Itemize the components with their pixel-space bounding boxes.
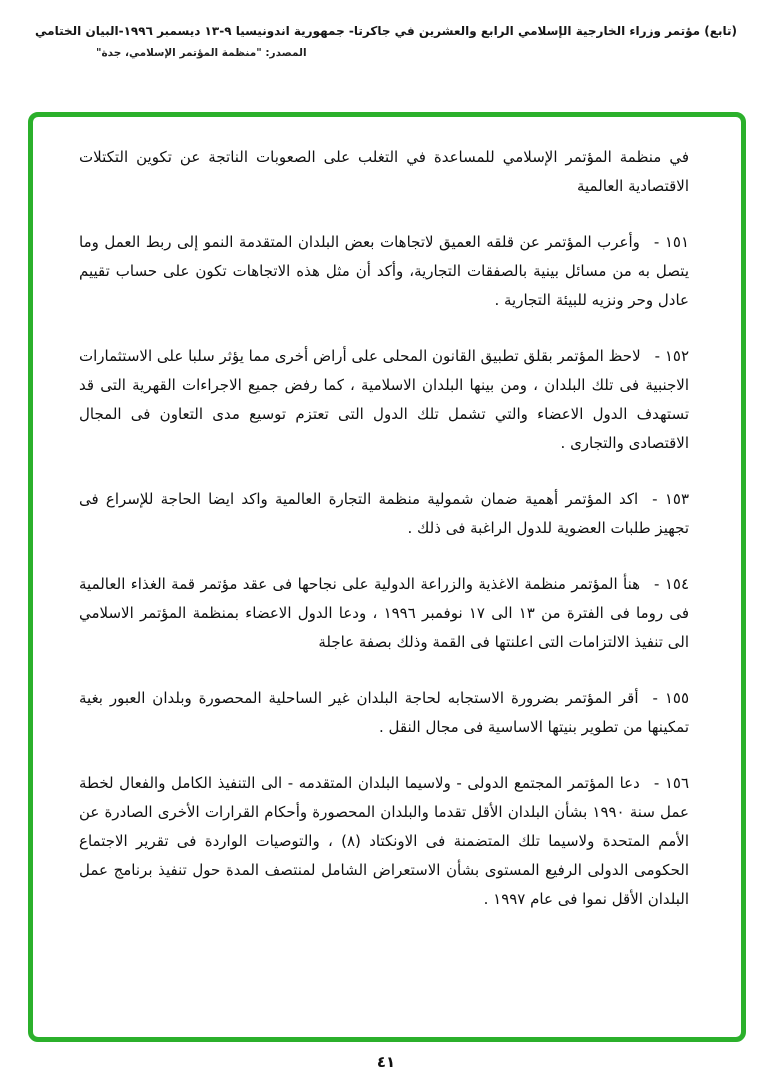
numbered-paragraph-155 <box>79 684 689 742</box>
numbered-paragraph-156 <box>79 769 689 914</box>
document-footer <box>0 1052 772 1071</box>
numbered-paragraph-151 <box>79 228 689 315</box>
paragraph-number: ١٥٣ - <box>652 490 689 508</box>
paragraph-number: ١٥٤ - <box>654 575 689 593</box>
content-frame <box>28 112 746 1042</box>
paragraph-text: هنأ المؤتمر منظمة الاغذية والزراعة الدولية على نجاحها فى عقد مؤتمر قمة الغذاء العالمية فى روما فى الفترة من ١٣ الى ١٧ نوفمبر ١٩٩٦ ، ودعا الدول الاعضاء بمنظمة المؤتمر الاسلامي الى تنفيذ الالتزامات التى اعلنتها فى القمة وذلك بصفة عاجلة <box>79 575 690 651</box>
paragraph-text: دعا المؤتمر المجتمع الدولى - ولاسيما البلدان المتقدمه - الى التنفيذ الكامل والفعال لخطة عمل سنة ١٩٩٠ بشأن البلدان الأقل تقدما والبلدان المحصورة وأحكام القرارات الأخرى الصادرة عن الأمم المتحدة ولاسيما تلك المتضمنة فى الاونكتاد (٨) ، والتوصيات الواردة فى تقرير الاجتماع الحكومى الدولى الرفيع المستوى بشأن الاستعراض الشامل لمنتصف المدة حول تنفيذ برنامج عمل البلدان الأقل نموا فى عام ١٩٩٧ . <box>79 774 690 908</box>
document-body <box>79 143 689 914</box>
paragraph-text: لاحظ المؤتمر بقلق تطبيق القانون المحلى على أراض أخرى مما يؤثر سلبا على الاستثمارات الاجنبية فى تلك البلدان ، ومن بينها البلدان الاسلامية ، كما رفض جميع الاجراءات القهرية التى قد تستهدف الدول الاعضاء والتي تشمل تلك الدول التى تعتزم توسيع مدى التعاون فى المجال الاقتصادى والتجارى . <box>79 347 689 452</box>
paragraph-text: وأعرب المؤتمر عن قلقه العميق لاتجاهات بعض البلدان المتقدمة النمو إلى ربط العمل وما يتصل به من مسائل بينية بالصفقات التجارية، وأكد أن مثل هذه الاتجاهات تكون على حساب تقييم عادل وحر ونزيه للبيئة التجارية . <box>79 233 689 309</box>
numbered-paragraph-154 <box>79 570 689 657</box>
numbered-paragraph-153 <box>79 485 689 543</box>
intro-paragraph: في منظمة المؤتمر الإسلامي للمساعدة في التغلب على الصعوبات الناتجة عن تكوين التكتلات الاقتصادية العالمية <box>79 148 689 195</box>
paragraph-number: ١٥٦ - <box>653 774 689 792</box>
numbered-paragraph-152 <box>79 342 689 458</box>
paragraph-text: أقر المؤتمر بضرورة الاستجابه لحاجة البلدان غير الساحلية المحصورة وبلدان العبور بغية تمكينها من تطوير بنيتها الاساسية فى مجال النقل . <box>79 689 689 736</box>
header-source: المصدر: "منظمة المؤتمر الإسلامي، جدة" <box>96 47 307 59</box>
paragraph-number: ١٥١ - <box>653 233 689 251</box>
document-header <box>0 24 772 59</box>
paragraph-text: اكد المؤتمر أهمية ضمان شمولية منظمة التجارة العالمية واكد ايضا الحاجة للإسراع فى تجهيز طلبات العضوية للدول الراغبة فى ذلك . <box>79 490 689 537</box>
paragraph-number: ١٥٥ - <box>652 689 689 707</box>
paragraph-number: ١٥٢ - <box>654 347 689 365</box>
page-number: ٤١ <box>376 1053 396 1071</box>
header-title: (تابع) مؤتمر وزراء الخارجية الإسلامي الرابع والعشرين في جاكرتا- جمهورية اندونيسيا ٩-١٣ ديسمبر ١٩٩٦-البيان الختامي <box>35 24 737 38</box>
